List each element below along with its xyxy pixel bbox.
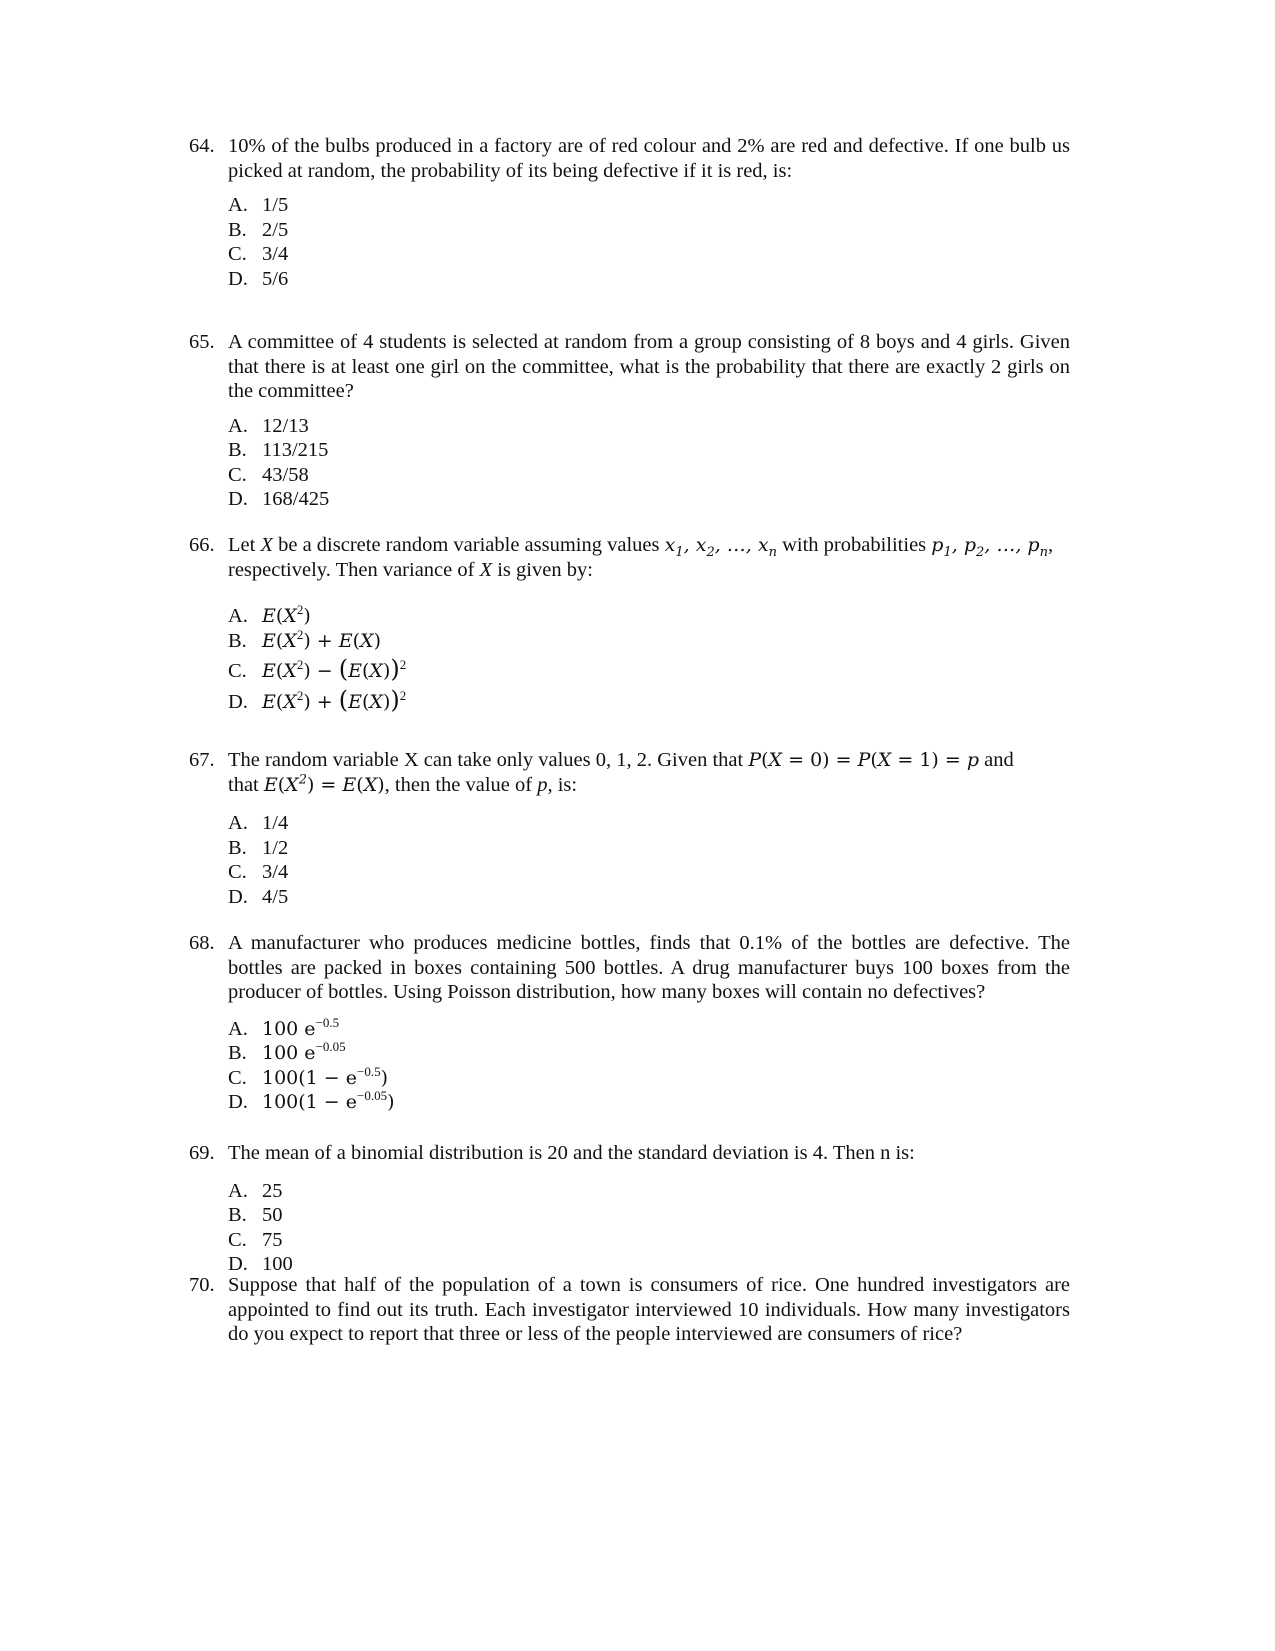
options-list <box>189 604 1070 714</box>
question-number: 69. <box>189 1142 215 1164</box>
option-c: C. 3/4 <box>228 243 289 265</box>
option-b: B. 100 $e^{-0.05}$ <box>228 1039 346 1064</box>
question-64 <box>189 134 1070 291</box>
option-a: A. 1/4 <box>228 812 289 834</box>
question-number: 68. <box>189 932 215 954</box>
question-text: 67. The random variable X can take only values 0, 1, 2. Given that P(X = 0) = P(X = 1) = p and that $E(X^2) = E(X)$, then the value of p, is: <box>189 749 1014 796</box>
option-a: A. 12/13 <box>228 414 309 437</box>
question-text: 68. A manufacturer who produces medicine bottles, finds that 0.1% of the bottles are defective. The bottles are packed in boxes containing 500 bottles. A drug manufacturer buys 100 boxes from the producer of bottles. Using Poisson distribution, how many boxes will contain no defectives? <box>189 932 1070 1003</box>
option-c: C. $100(1 - e^{-0.5})$ <box>228 1063 389 1089</box>
question-67 <box>189 748 1070 909</box>
question-text: 69. The mean of a binomial distribution is 20 and the standard deviation is 4. Then n is: <box>189 1142 915 1164</box>
option-d: D. $E(X^2) + (E(X))^2$ <box>228 685 407 714</box>
option-b: B. 113/215 <box>228 439 329 461</box>
question-number: 67. <box>189 749 215 771</box>
question-68 <box>189 931 1070 1115</box>
option-d: D. 5/6 <box>228 267 289 290</box>
option-a: A. 25 <box>228 1179 283 1202</box>
probabilities-expression: $p_1$, $p_2$, …, $p_n$ <box>931 534 1048 560</box>
values-expression: $x_1$, $x_2$, …, $x_n$ <box>664 534 777 560</box>
option-c: C. 43/58 <box>228 463 309 486</box>
question-text: 65. A committee of 4 students is selected at random from a group consisting of 8 boys and 4 girls. Given that there is at least one girl on the committee, what is the probability that there are exactly 2 girls on the committee? <box>189 331 1070 402</box>
options-list <box>189 811 1070 909</box>
options-list <box>189 1014 1070 1115</box>
probability-equation: P(X = 0) = P(X = 1) = p <box>748 749 979 771</box>
question-text: 66. Let X be a discrete random variable assuming values $x_1$, $x_2$, …, $x_n$ with probabilities $p_1$, $p_2$, …, $p_n$, respectively. Then variance of X is given by: <box>189 534 1054 581</box>
option-d: D. 100 <box>228 1253 293 1275</box>
option-b: B. $E(X^2) + E(X)$ <box>228 626 381 652</box>
question-number: 64. <box>189 135 215 157</box>
option-b: B. 50 <box>228 1204 283 1226</box>
option-b: B. 1/2 <box>228 836 289 859</box>
question-69 <box>189 1141 1070 1277</box>
question-70 <box>189 1273 1070 1347</box>
option-d: D. 168/425 <box>228 488 330 510</box>
option-b: B. 2/5 <box>228 218 289 241</box>
option-c: C. $E(X^2) - (E(X))^2$ <box>228 655 407 683</box>
option-a: A. 1/5 <box>228 194 289 216</box>
options-list <box>189 1179 1070 1277</box>
options-list <box>189 193 1070 291</box>
options-list <box>189 414 1070 512</box>
question-66 <box>189 533 1070 714</box>
expectation-equation: $E(X^2) = E(X)$ <box>263 772 385 796</box>
option-c: C. 3/4 <box>228 861 289 883</box>
option-d: D. $100(1 - e^{-0.05})$ <box>228 1088 395 1113</box>
option-a: A. $E(X^2)$ <box>228 602 311 627</box>
question-text: 70. Suppose that half of the population of a town is consumers of rice. One hundred investigators are appointed to find out its truth. Each investigator interviewed 10 individuals. How many investigators do you expect to report that three or less of the people interviewed are consumers of rice? <box>189 1274 1070 1345</box>
question-number: 66. <box>189 534 215 556</box>
question-number: 65. <box>189 331 215 353</box>
option-c: C. 75 <box>228 1228 283 1251</box>
question-number: 70. <box>189 1274 215 1296</box>
question-65 <box>189 330 1070 512</box>
option-d: D. 4/5 <box>228 885 289 908</box>
option-a: A. 100 $e^{-0.5}$ <box>228 1014 340 1040</box>
question-text: 64. 10% of the bulbs produced in a factory are of red colour and 2% are red and defective. If one bulb us picked at random, the probability of its being defective if it is red, is: <box>189 135 1070 182</box>
